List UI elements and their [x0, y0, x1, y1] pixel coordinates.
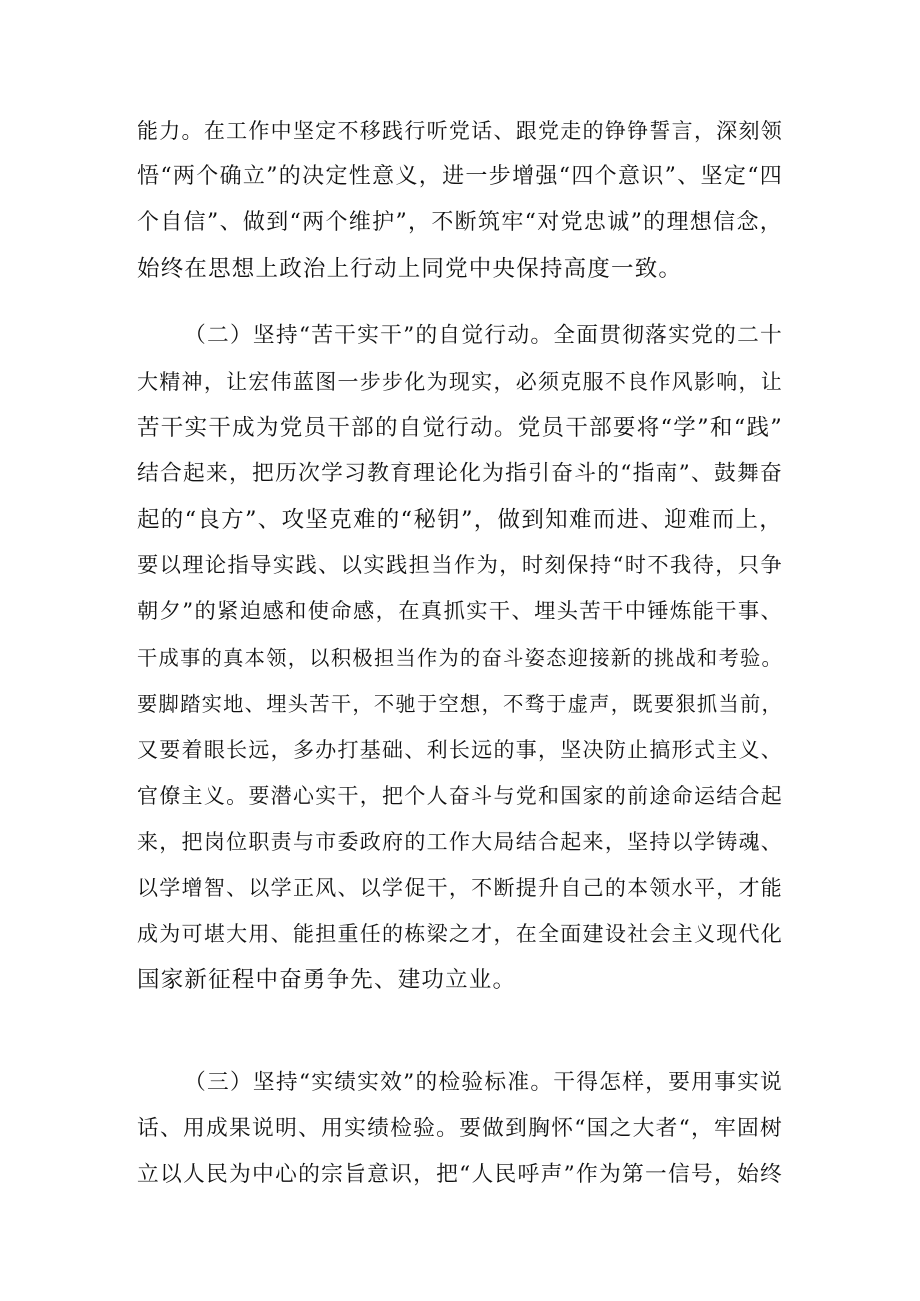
text-line: 国家新征程中奋勇争先、建功立业。 [137, 967, 517, 993]
text-line: 结合起来，把历次学习教育理论化为指引奋斗的“指南”、鼓舞奋 [137, 461, 783, 486]
paragraph-continued [137, 108, 783, 292]
text-line: 以学增智、以学正风、以学促干，不断提升自己的本领水平，才能 [137, 876, 783, 900]
text-line: 立以人民为中心的宗旨意识，把“人民呼声”作为第一信号，始终 [137, 1162, 783, 1187]
text-line: 要以理论指导实践、以实践担当作为，时刻保持“时不我待，只争 [137, 553, 783, 578]
text-line: 个自信”、做到“两个维护”，不断筑牢“对党忠诚”的理想信念， [137, 210, 783, 235]
text-line: 又要着眼长远，多办打基础、利长远的事，坚决防止搞形式主义、 [137, 738, 783, 762]
text-line: 大精神，让宏伟蓝图一步步化为现实，必须克服不良作风影响，让 [137, 370, 783, 394]
text-line: 悟“两个确立”的决定性意义，进一步增强“四个意识”、坚定“四 [137, 164, 783, 189]
text-line: 始终在思想上政治上行动上同党中央保持高度一致。 [137, 256, 683, 282]
text-line: 朝夕”的紧迫感和使命感，在真抓实干、埋头苦干中锤炼能干事、 [137, 599, 783, 624]
section-heading-line: （二）坚持“苦干实干”的自觉行动。全面贯彻落实党的二十 [184, 323, 783, 348]
text-line: 成为可堪大用、能担重任的栋梁之才，在全面建设社会主义现代化 [137, 922, 783, 946]
text-line: 起的“良方”、攻坚克难的“秘钥”，做到知难而进、迎难而上， [137, 507, 783, 533]
text-line: 干成事的真本领，以积极担当作为的奋斗姿态迎接新的挑战和考验。 [137, 646, 783, 670]
section-heading-line: （三）坚持“实绩实效”的检验标准。干得怎样，要用事实说 [184, 1070, 783, 1095]
text-line: 要脚踏实地、埋头苦干，不驰于空想，不骛于虚声，既要狠抓当前， [137, 692, 783, 716]
text-line: 话、用成果说明、用实绩检验。要做到胸怀“国之大者“，牢固树 [137, 1116, 783, 1141]
text-line: 官僚主义。要潜心实干，把个人奋斗与党和国家的前途命运结合起 [137, 784, 783, 808]
text-line: 能力。在工作中坚定不移践行听党话、跟党走的铮铮誓言，深刻领 [137, 119, 783, 143]
text-line: 苦干实干成为党员干部的自觉行动。党员干部要将“学”和“践” [137, 415, 783, 441]
paragraph-section-three [137, 1060, 783, 1198]
paragraph-section-two [137, 313, 783, 1003]
text-line: 来，把岗位职责与市委政府的工作大局结合起来，坚持以学铸魂、 [137, 830, 783, 854]
